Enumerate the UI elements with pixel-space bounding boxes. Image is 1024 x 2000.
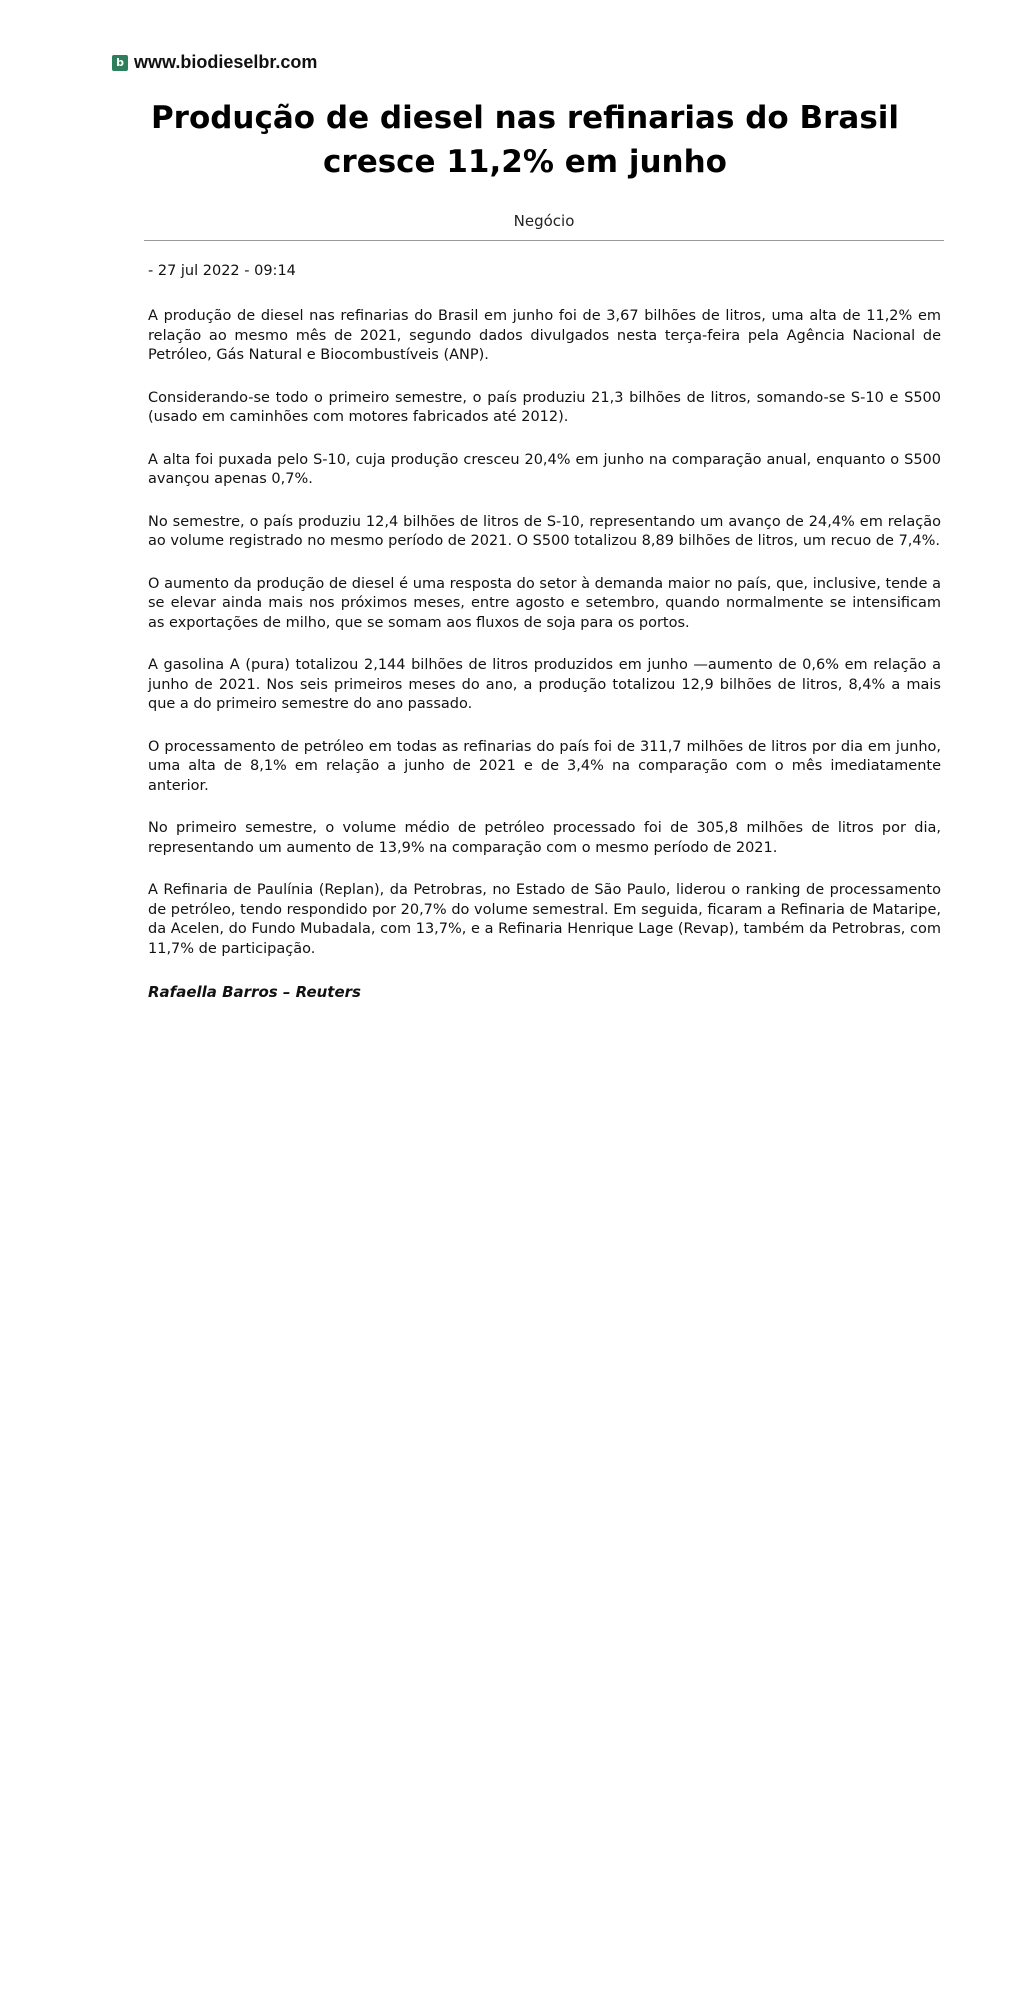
article-paragraph: A produção de diesel nas refinarias do Brasil em junho foi de 3,67 bilhões de litros, uma alta de 11,2% em relação ao mesmo mês de 2021, segundo dados divulgados nesta terça-feira pela Agência Nacional de Petróleo, Gás Natural e Biocombustíveis (ANP). [148,308,941,363]
article-paragraph: Considerando-se todo o primeiro semestre, o país produziu 21,3 bilhões de litros, somando-se S-10 e S500 (usado em caminhões com motores fabricados até 2012). [148,389,941,425]
article-paragraph: No primeiro semestre, o volume médio de petróleo processado foi de 305,8 milhões de litros por dia, representando um aumento de 13,9% na comparação com o mesmo período de 2021. [148,820,941,856]
site-header [112,52,317,73]
article-paragraph: A Refinaria de Paulínia (Replan), da Petrobras, no Estado de São Paulo, liderou o ranking de processamento de petróleo, tendo respondido por 20,7% do volume semestral. Em seguida, ficaram a Refinaria de Mataripe, da Acelen, do Fundo Mubadala, com 13,7%, e a Refinaria Henrique Lage (Revap), também da Petrobras, com 11,7% de participação. [148,882,941,957]
article-paragraph: O processamento de petróleo em todas as refinarias do país foi de 311,7 milhões de litros por dia em junho, uma alta de 8,1% em relação a junho de 2021 e de 3,4% na comparação com o mês imediatamente anterior. [148,738,941,794]
site-name-link[interactable]: www.biodieselbr.com [134,52,318,72]
article-paragraph: No semestre, o país produziu 12,4 bilhões de litros de S-10, representando um avanço de 24,4% em relação ao volume registrado no mesmo período de 2021. O S500 totalizou 8,89 bilhões de litros, um recuo de 7,4%. [148,513,941,549]
header-divider [144,240,944,241]
article-paragraph: O aumento da produção de diesel é uma resposta do setor à demanda maior no país, que, inclusive, tende a se elevar ainda mais nos próximos meses, entre agosto e setembro, quando normalmente se intensificam as exportações de milho, que se somam aos fluxos de soja para os portos. [148,575,941,631]
article-dateline: - 27 jul 2022 - 09:14 [148,263,296,279]
article-body [148,262,941,1002]
article-byline: Rafaella Barros – Reuters [148,983,361,1001]
article-paragraph: A gasolina A (pura) totalizou 2,144 bilhões de litros produzidos em junho —aumento de 0,6% em relação a junho de 2021. Nos seis primeiros meses do ano, a produção totalizou 12,9 bilhões de litros, 8,4% a mais que a do primeiro semestre do ano passado. [148,657,941,712]
article-paragraph: A alta foi puxada pelo S-10, cuja produção cresceu 20,4% em junho na comparação anual, enquanto o S500 avançou apenas 0,7%. [148,451,941,487]
article-title: Produção de diesel nas refinarias do Brasil cresce 11,2% em junho [150,100,900,180]
site-logo-icon: b [112,55,128,71]
article-category: Negócio [513,212,575,230]
